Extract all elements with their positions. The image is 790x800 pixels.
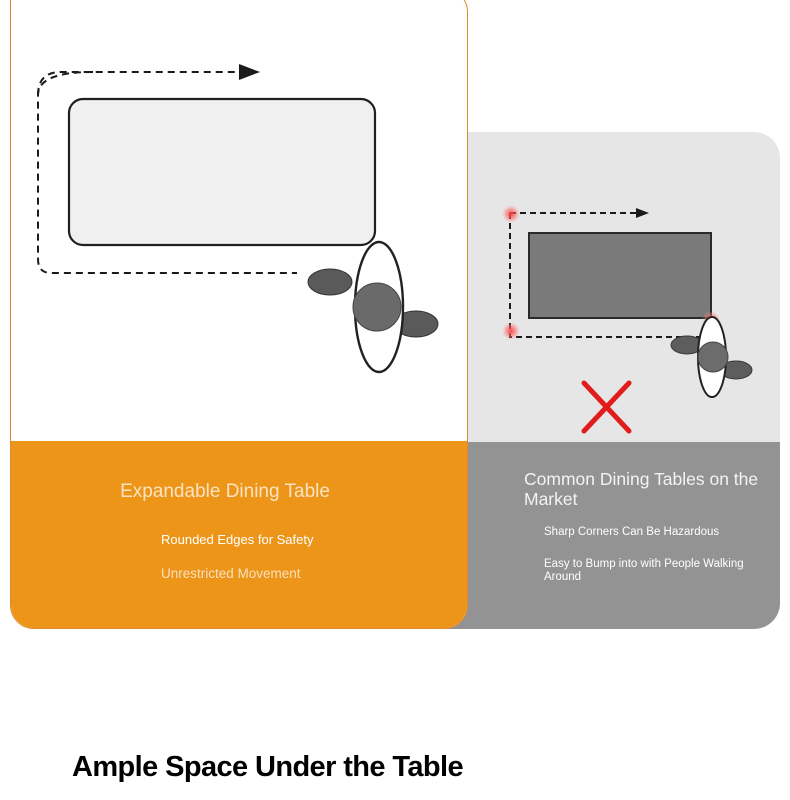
red-dot-icon — [502, 205, 520, 223]
expandable-table-point-2: Unrestricted Movement — [161, 566, 301, 581]
expandable-table-illustration — [11, 1, 468, 441]
expandable-table-caption — [11, 441, 468, 629]
common-table-point-2: Easy to Bump into with People Walking Around — [544, 558, 744, 583]
person-topdown-icon — [308, 242, 438, 372]
rounded-table-top — [69, 99, 375, 245]
common-table-caption-band — [440, 442, 780, 629]
red-dot-icon — [502, 322, 520, 340]
expandable-table-title: Expandable Dining Table — [120, 481, 330, 502]
section-heading: Ample Space Under the Table — [72, 751, 463, 783]
common-table-point-1: Sharp Corners Can Be Hazardous — [544, 526, 720, 538]
red-x-icon — [584, 383, 629, 431]
expandable-table-card — [10, 0, 468, 629]
common-table-illustration — [440, 132, 780, 442]
person-topdown-icon — [671, 317, 752, 397]
sharp-table-top — [529, 233, 711, 318]
common-table-title: Common Dining Tables on the Market — [524, 469, 759, 509]
common-table-card — [440, 132, 780, 629]
expandable-table-point-1: Rounded Edges for Safety — [161, 532, 314, 547]
